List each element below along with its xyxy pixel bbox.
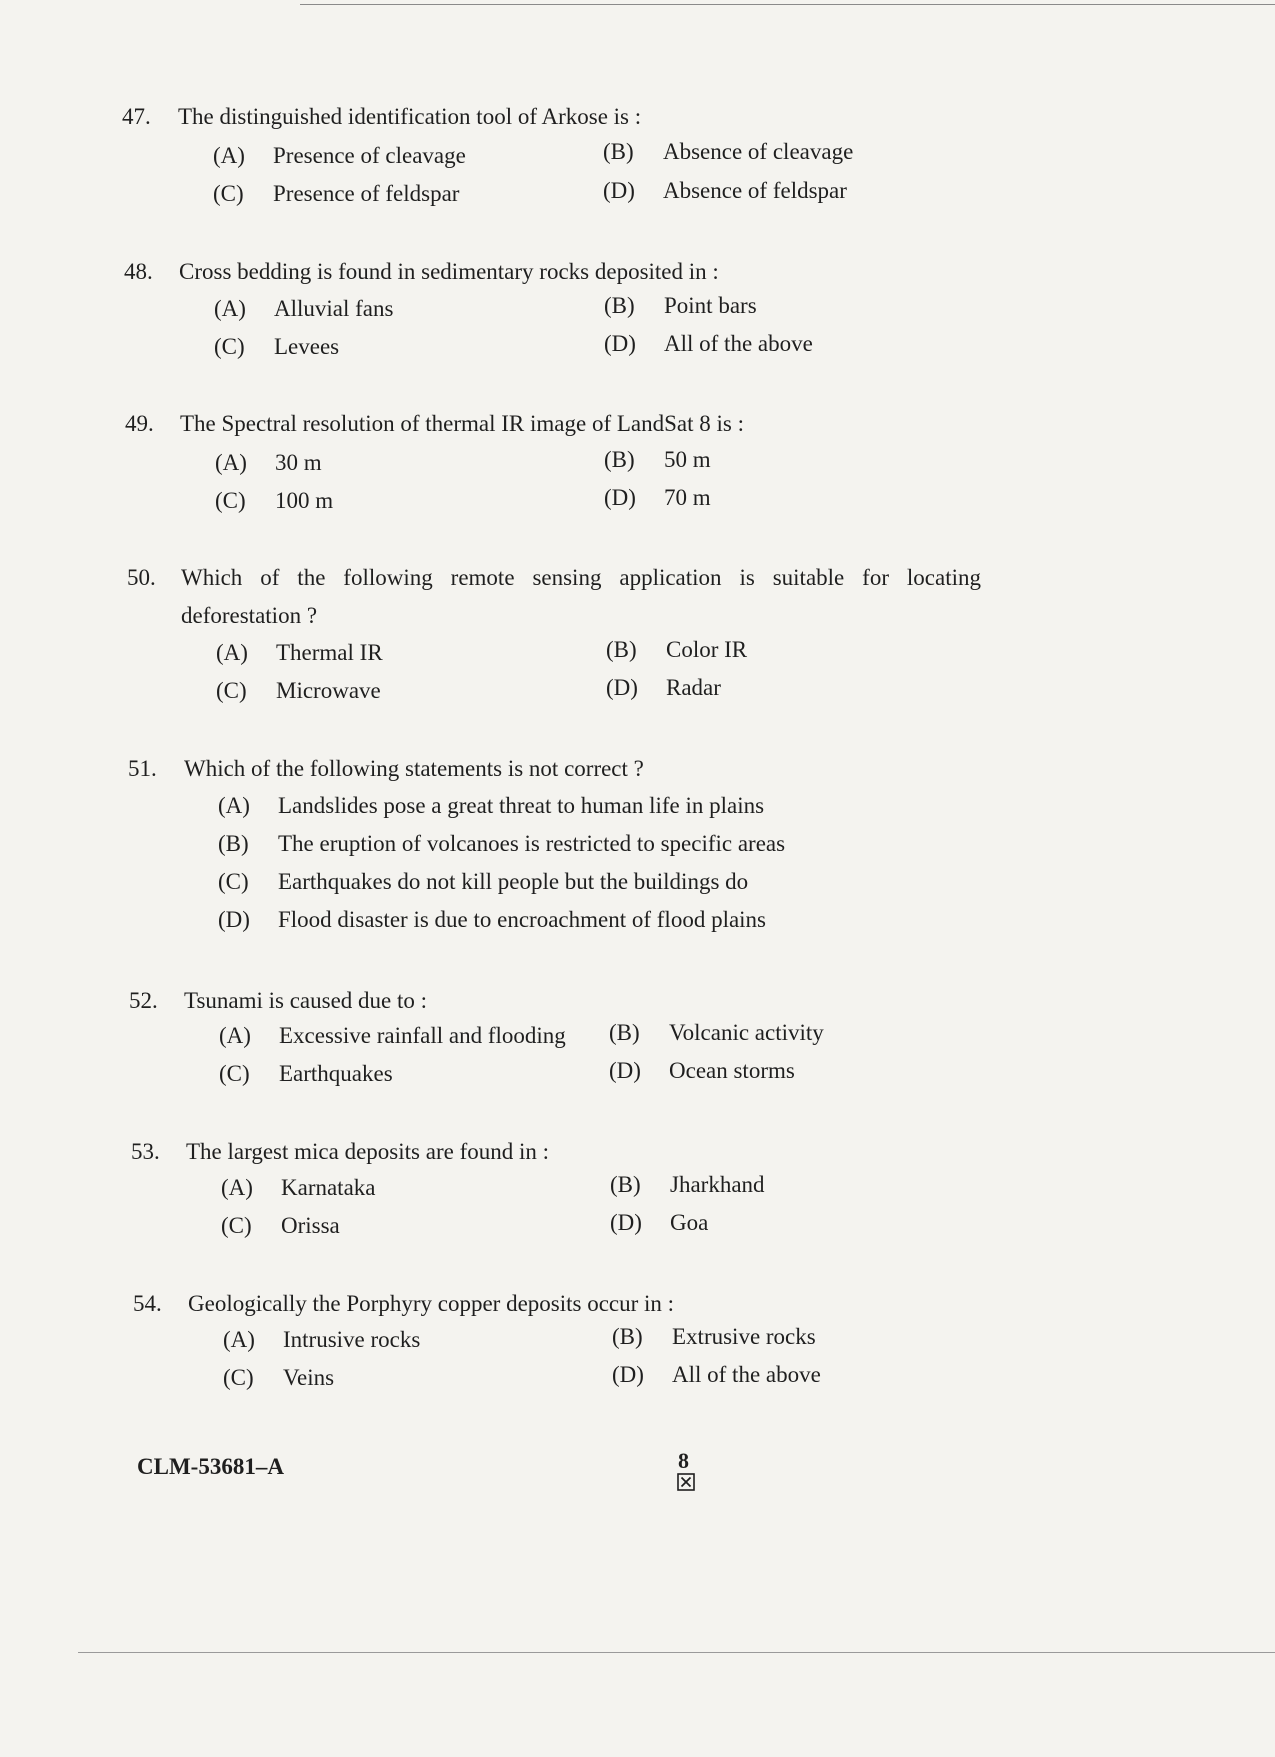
question-number: 49. [125,411,154,436]
option-d: (D) Ocean storms [609,1058,795,1083]
option-b: (B) Point bars [604,293,757,318]
option-c: (C) Veins [223,1365,335,1390]
top-rule [300,4,1275,5]
option-b: (B) Extrusive rocks [612,1324,816,1349]
option-d: (D) 70 m [604,485,711,510]
option-a: (A) Excessive rainfall and flooding [219,1023,566,1048]
option-c: (C) Orissa [221,1213,340,1238]
question-number: 52. [129,988,158,1013]
question-stem: Which of the following statements is not correct ? [184,756,644,781]
bottom-rule [78,1652,1275,1653]
question-number: 54. [133,1291,162,1316]
option-b: (B) The eruption of volcanoes is restricted to specific areas [218,831,786,856]
option-d: (D) Goa [610,1210,709,1235]
option-d: (D) All of the above [604,331,813,356]
option-b: (B) 50 m [604,447,711,472]
option-d: (D) Radar [606,675,721,700]
question-stem: Cross bedding is found in sedimentary rocks deposited in : [179,259,719,284]
option-a: (A) Karnataka [221,1175,376,1200]
option-a: (A) 30 m [215,450,322,475]
option-b: (B) Volcanic activity [609,1020,824,1045]
option-a: (A) Presence of cleavage [213,143,466,168]
question-stem: Geologically the Porphyry copper deposits occur in : [188,1291,675,1316]
option-b: (B) Jharkhand [610,1172,765,1197]
option-b: (B) Color IR [606,637,748,662]
paper-code: CLM-53681–A [137,1454,284,1479]
page-number: 8 [678,1448,689,1473]
question-number: 47. [122,104,151,129]
question-stem: The Spectral resolution of thermal IR image of LandSat 8 is : [180,411,744,436]
option-b: (B) Absence of cleavage [603,139,854,164]
question-stem: The largest mica deposits are found in : [186,1139,550,1164]
question-stem-line-2: deforestation ? [181,603,318,628]
question-stem [181,559,981,635]
question-number: 51. [128,756,157,781]
option-a: (A) Intrusive rocks [223,1327,421,1352]
question-number: 48. [124,259,153,284]
question-stem-line-1: Which of the following remote sensing application is suitable for locating [181,565,981,590]
option-d: (D) All of the above [612,1362,821,1387]
question-stem: The distinguished identification tool of Arkose is : [178,104,642,129]
option-d: (D) Absence of feldspar [603,178,847,203]
option-c: (C) Earthquakes [219,1061,393,1086]
option-c: (C) Levees [214,334,340,359]
option-c: (C) Microwave [216,678,381,703]
option-c: (C) 100 m [215,488,334,513]
question-number: 53. [131,1139,160,1164]
boxed-x-icon [677,1473,695,1491]
question-stem: Tsunami is caused due to : [184,988,428,1013]
option-c: (C) Presence of feldspar [213,181,460,206]
option-d: (D) Flood disaster is due to encroachment of flood plains [218,907,767,932]
option-a: (A) Thermal IR [216,640,383,665]
option-a: (A) Landslides pose a great threat to human life in plains [218,793,765,818]
option-a: (A) Alluvial fans [214,296,394,321]
question-number: 50. [127,565,156,590]
option-c: (C) Earthquakes do not kill people but the buildings do [218,869,749,894]
